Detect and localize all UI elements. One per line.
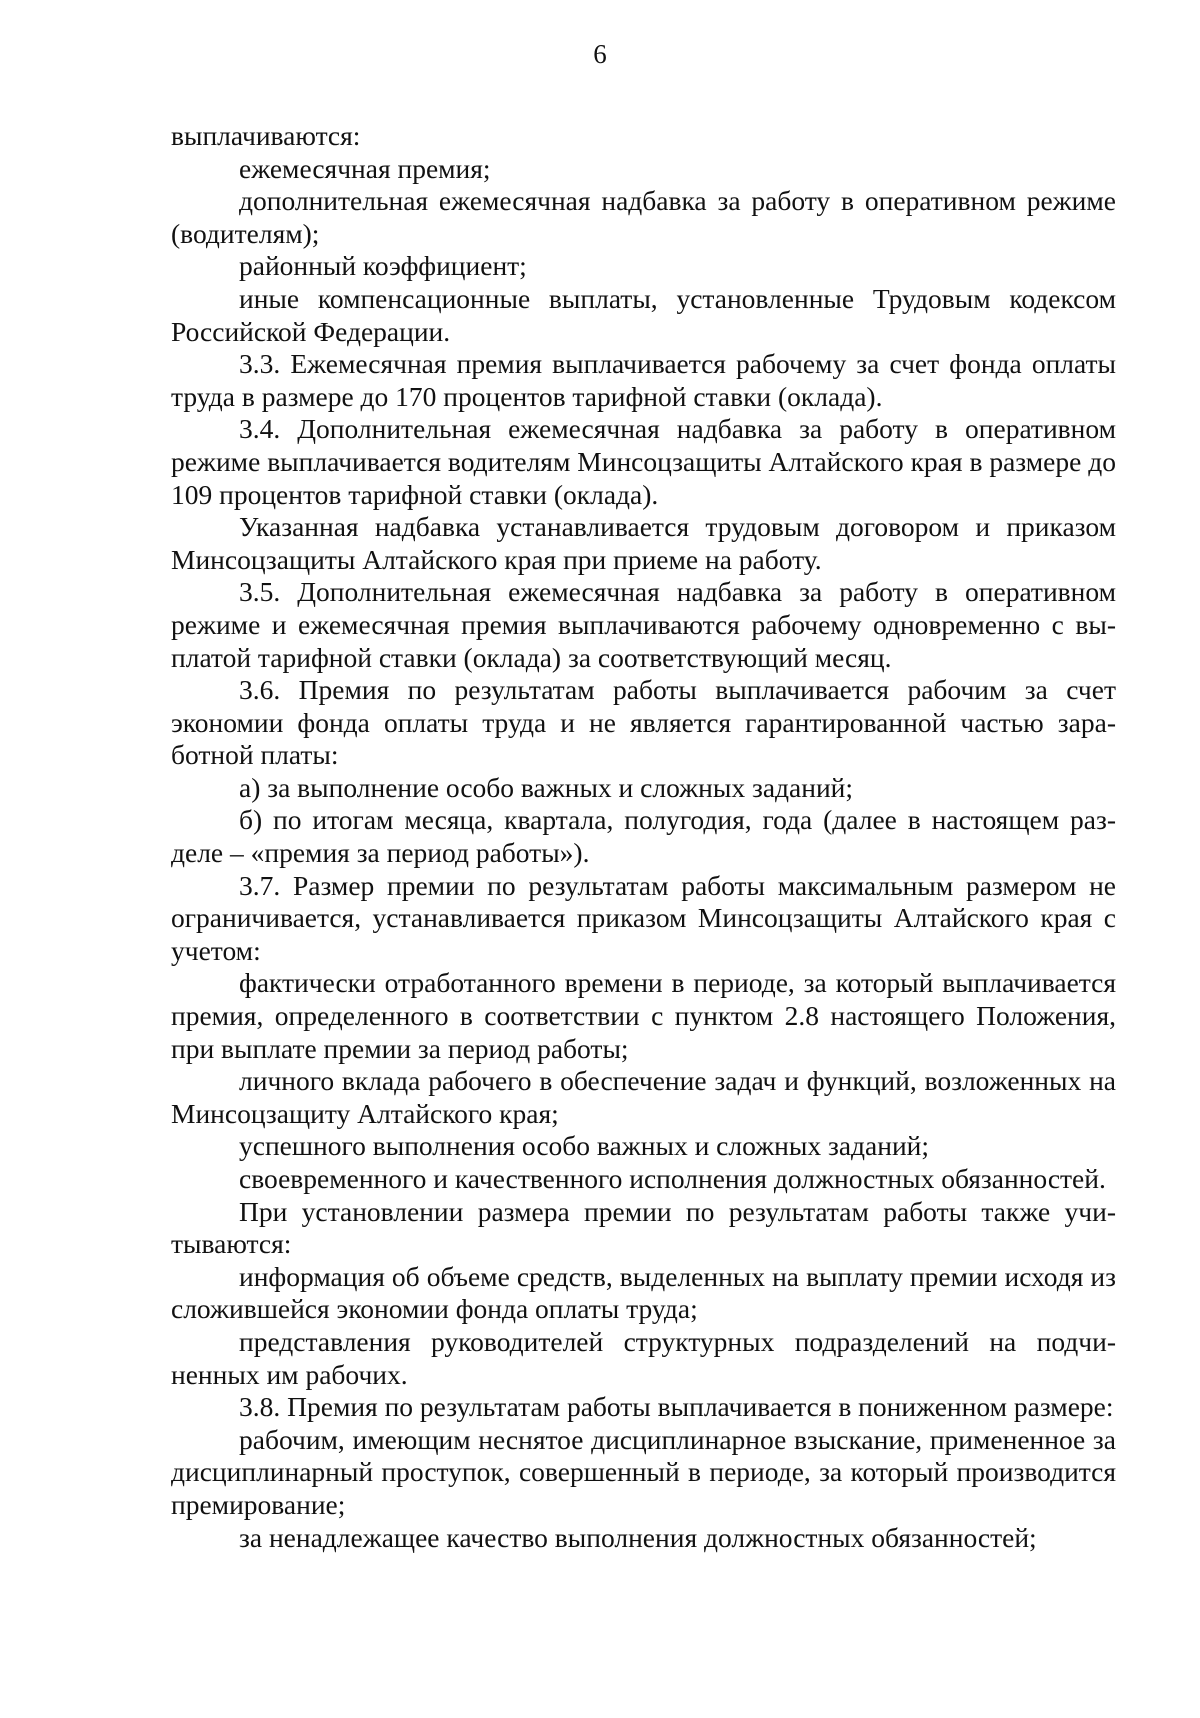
paragraph: информация об объеме средств, выделенных на выплату премии исходя из сложившейся экономии фонда оплаты труда;	[171, 1260, 1116, 1325]
paragraph: 3.4. Дополнительная ежемесячная надбавка за работу в оперативном режиме выплачивается водителям Минсоцзащиты Алтайского края в размере до 109 процентов тарифной ставки (оклада).	[171, 413, 1116, 510]
paragraph: ежемесячная премия;	[239, 152, 491, 184]
paragraph: 3.7. Размер премии по результатам работы максимальным размером не ограничивается, устанавливается приказом Минсоцзащиты Алтайского края с учетом:	[171, 869, 1116, 966]
paragraph: иные компенсационные выплаты, установленные Трудовым кодексом Российской Федерации.	[171, 282, 1116, 347]
paragraph: рабочим, имеющим неснятое дисциплинарное взыскание, примененное за дисциплинарный проступок, совершенный в периоде, за который производится премирование;	[171, 1423, 1116, 1520]
paragraph: личного вклада рабочего в обеспечение задач и функций, возложенных на Минсоцзащиту Алтайского края;	[171, 1065, 1116, 1129]
paragraph: своевременного и качественного исполнения должностных обязанностей.	[239, 1163, 1106, 1194]
paragraph: б) по итогам месяца, квартала, полугодия, года (далее в настоящем разделе – «премия за период работы»).	[171, 804, 1116, 869]
paragraph: 3.5. Дополнительная ежемесячная надбавка за работу в оперативном режиме и ежемесячная премия выплачиваются рабочему одновременно с выплатой тарифной ставки (оклада) за соответствующий месяц.	[171, 576, 1116, 673]
paragraph: 3.6. Премия по результатам работы выплачивается рабочим за счет экономии фонда оплаты труда и не является гарантированной частью заработной платы:	[171, 674, 1116, 771]
paragraph: Указанная надбавка устанавливается трудовым договором и приказом Минсоцзащиты Алтайского края при приеме на работу.	[171, 511, 1116, 575]
paragraph: представления руководителей структурных подразделений на подчиненных им рабочих.	[171, 1325, 1116, 1390]
paragraph: фактически отработанного времени в периоде, за который выплачивается премия, определенного в соответствии с пунктом 2.8 настоящего Положения, при выплате премии за период работы;	[171, 967, 1116, 1064]
document-body	[171, 120, 1116, 1554]
paragraph: При установлении размера премии по результатам работы также учитываются:	[171, 1195, 1116, 1260]
paragraph: дополнительная ежемесячная надбавка за работу в оперативном режиме (водителям);	[171, 185, 1116, 249]
paragraph: 3.8. Премия по результатам работы выплачивается в пониженном размере:	[239, 1391, 1114, 1423]
paragraph: 3.3. Ежемесячная премия выплачивается рабочему за счет фонда оплаты труда в размере до 170 процентов тарифной ставки (оклада).	[171, 348, 1116, 412]
paragraph: успешного выполнения особо важных и сложных заданий;	[239, 1130, 930, 1162]
paragraph: районный коэффициент;	[239, 250, 527, 282]
page-number: 6	[593, 39, 607, 69]
paragraph: выплачиваются:	[171, 120, 361, 151]
paragraph: за ненадлежащее качество выполнения должностных обязанностей;	[239, 1521, 1037, 1553]
paragraph: а) за выполнение особо важных и сложных заданий;	[239, 771, 854, 803]
